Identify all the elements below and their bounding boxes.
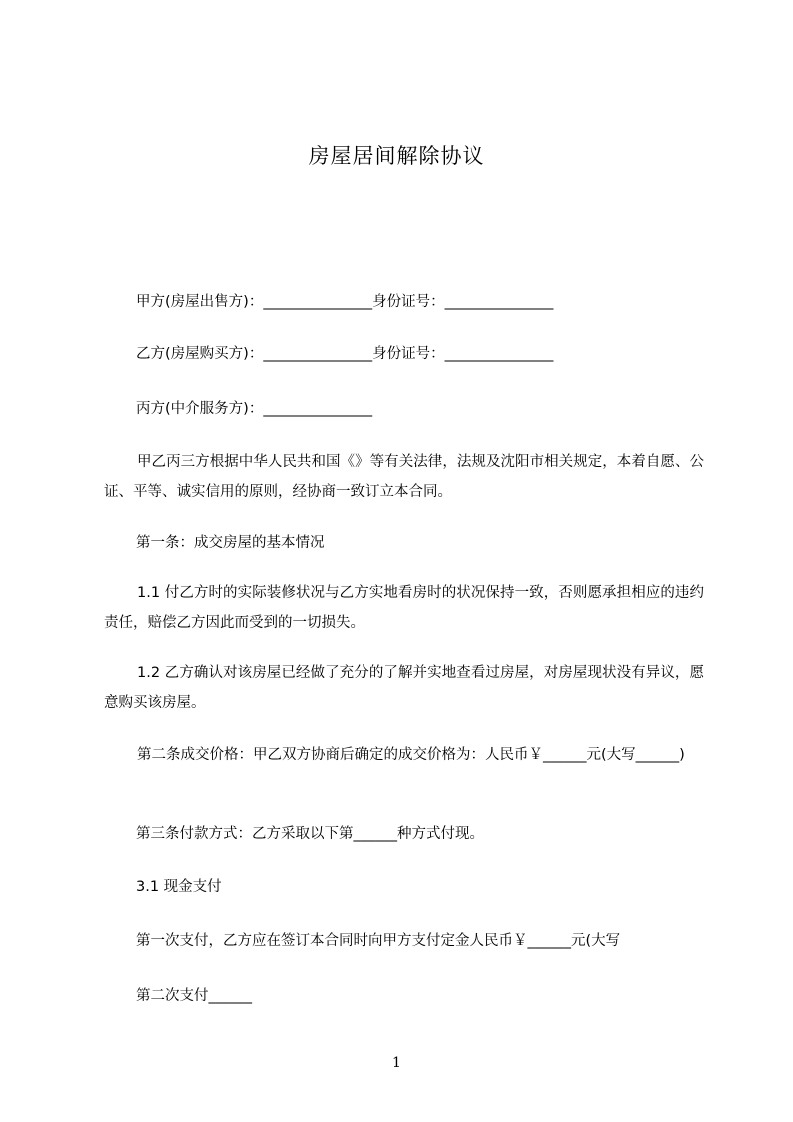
payment-second: 第二次支付______	[136, 988, 252, 1004]
article-3-payment-method: 第三条付款方式：乙方采取以下第______种方式付现。	[136, 826, 484, 842]
party-b-line: 乙方(房屋购买方)：_______________身份证号：_______________	[136, 346, 554, 362]
page-number: 1	[392, 1055, 401, 1071]
document-title: 房屋居间解除协议	[308, 144, 485, 168]
clause-1-1: 1.1 付乙方时的实际装修状况与乙方实地看房时的状况保持一致，否则愿承担相应的违约责任，赔偿乙方因此而受到的一切损失。	[104, 585, 704, 631]
clause-1-2: 1.2 乙方确认对该房屋已经做了充分的了解并实地查看过房屋，对房屋现状没有异议，愿意购买该房屋。	[104, 665, 704, 711]
article-1-heading: 第一条：成交房屋的基本情况	[136, 535, 325, 551]
party-c-line: 丙方(中介服务方)：_______________	[136, 401, 373, 417]
clause-3-1: 3.1 现金支付	[136, 879, 222, 895]
payment-first: 第一次支付，乙方应在签订本合同时向甲方支付定金人民币￥______元(大写	[136, 933, 621, 949]
intro-paragraph: 甲乙丙三方根据中华人民共和国《》等有关法律，法规及沈阳市相关规定，本着自愿、公证、平等、诚实信用的原则，经协商一致订立本合同。	[104, 454, 704, 500]
article-2-price: 第二条成交价格：甲乙双方协商后确定的成交价格为：人民币￥______元(大写______)	[137, 747, 685, 763]
party-a-line: 甲方(房屋出售方)：_______________身份证号：_______________	[136, 294, 554, 310]
